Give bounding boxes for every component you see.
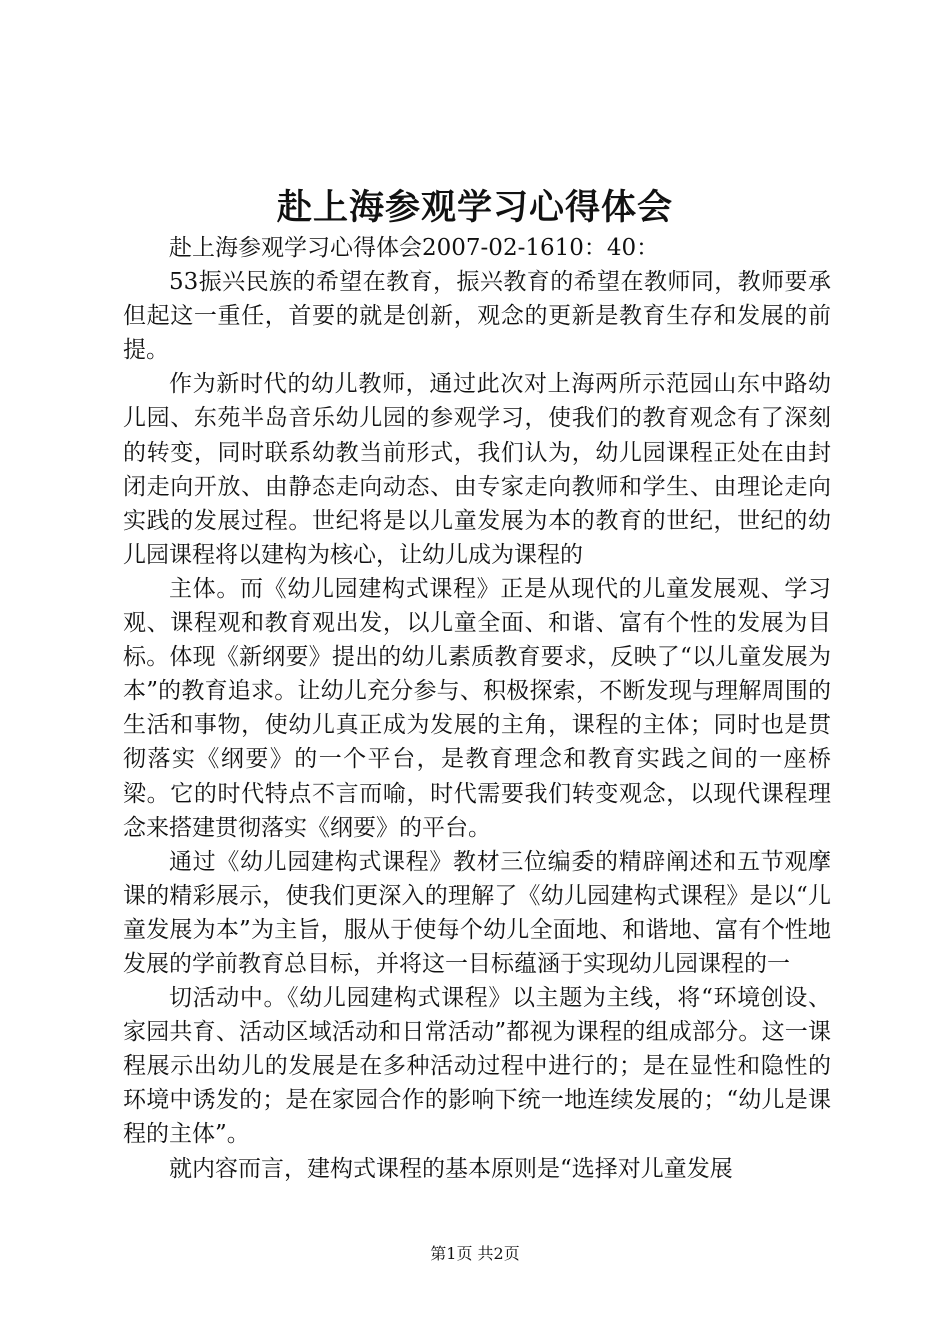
paragraph-activities: 切活动中。《幼儿园建构式课程》以主题为主线，将“环境创设、家园共育、活动区域活动和日常活动”都视为课程的组成部分。这一课程展示出幼儿的发展是在多种活动过程中进行的；是在显性和隐性的环境中诱发的；是在家园合作的影响下统一地连续发展的；“幼儿是课程的主体”。: [123, 985, 831, 1148]
paragraph-subject: 主体。而《幼儿园建构式课程》正是从现代的儿童发展观、学习观、课程观和教育观出发，以儿童全面、和谐、富有个性的发展为目标。体现《新纲要》提出的幼儿素质教育要求，反映了“以儿童发展为本”的教育追求。让幼儿充分参与、积极探索，不断发现与理解周围的生活和事物，使幼儿真正成为发展的主角，课程的主体；同时也是贯彻落实《纲要》的一个平台，是教育理念和教育实践之间的一座桥梁。它的时代特点不言而喻，时代需要我们转变观念，以现代课程理念来搭建贯彻落实《纲要》的平台。: [123, 575, 831, 841]
page-number-footer: 第1页 共2页: [430, 1244, 520, 1263]
paragraph-content: 就内容而言，建构式课程的基本原则是“选择对儿童发展: [169, 1155, 733, 1182]
paragraph-intro: 53振兴民族的希望在教育，振兴教育的希望在教师同，教师要承但起这一重任，首要的就是创新，观念的更新是教育生存和发展的前提。: [123, 269, 831, 364]
paragraph-observation: 通过《幼儿园建构式课程》教材三位编委的精辟阐述和五节观摩课的精彩展示，使我们更深入的理解了《幼儿园建构式课程》是以“儿童发展为本”为主旨，服从于使每个幼儿全面地、和谐地、富有个性地发展的学前教育总目标，并将这一目标蕴涵于实现幼儿园课程的一: [123, 848, 831, 977]
paragraph-visit: 作为新时代的幼儿教师，通过此次对上海两所示范园山东中路幼儿园、东苑半岛音乐幼儿园的参观学习，使我们的教育观念有了深刻的转变，同时联系幼教当前形式，我们认为，幼儿园课程正处在由封闭走向开放、由静态走向动态、由专家走向教师和学生、由理论走向实践的发展过程。世纪将是以儿童发展为本的教育的世纪，世纪的幼儿园课程将以建构为核心，让幼儿成为课程的: [123, 371, 831, 568]
page-title: 赴上海参观学习心得体会: [276, 187, 673, 228]
document-body: [123, 231, 831, 1186]
paragraph-header-line: 赴上海参观学习心得体会2007-02-1610：40：: [169, 235, 660, 261]
